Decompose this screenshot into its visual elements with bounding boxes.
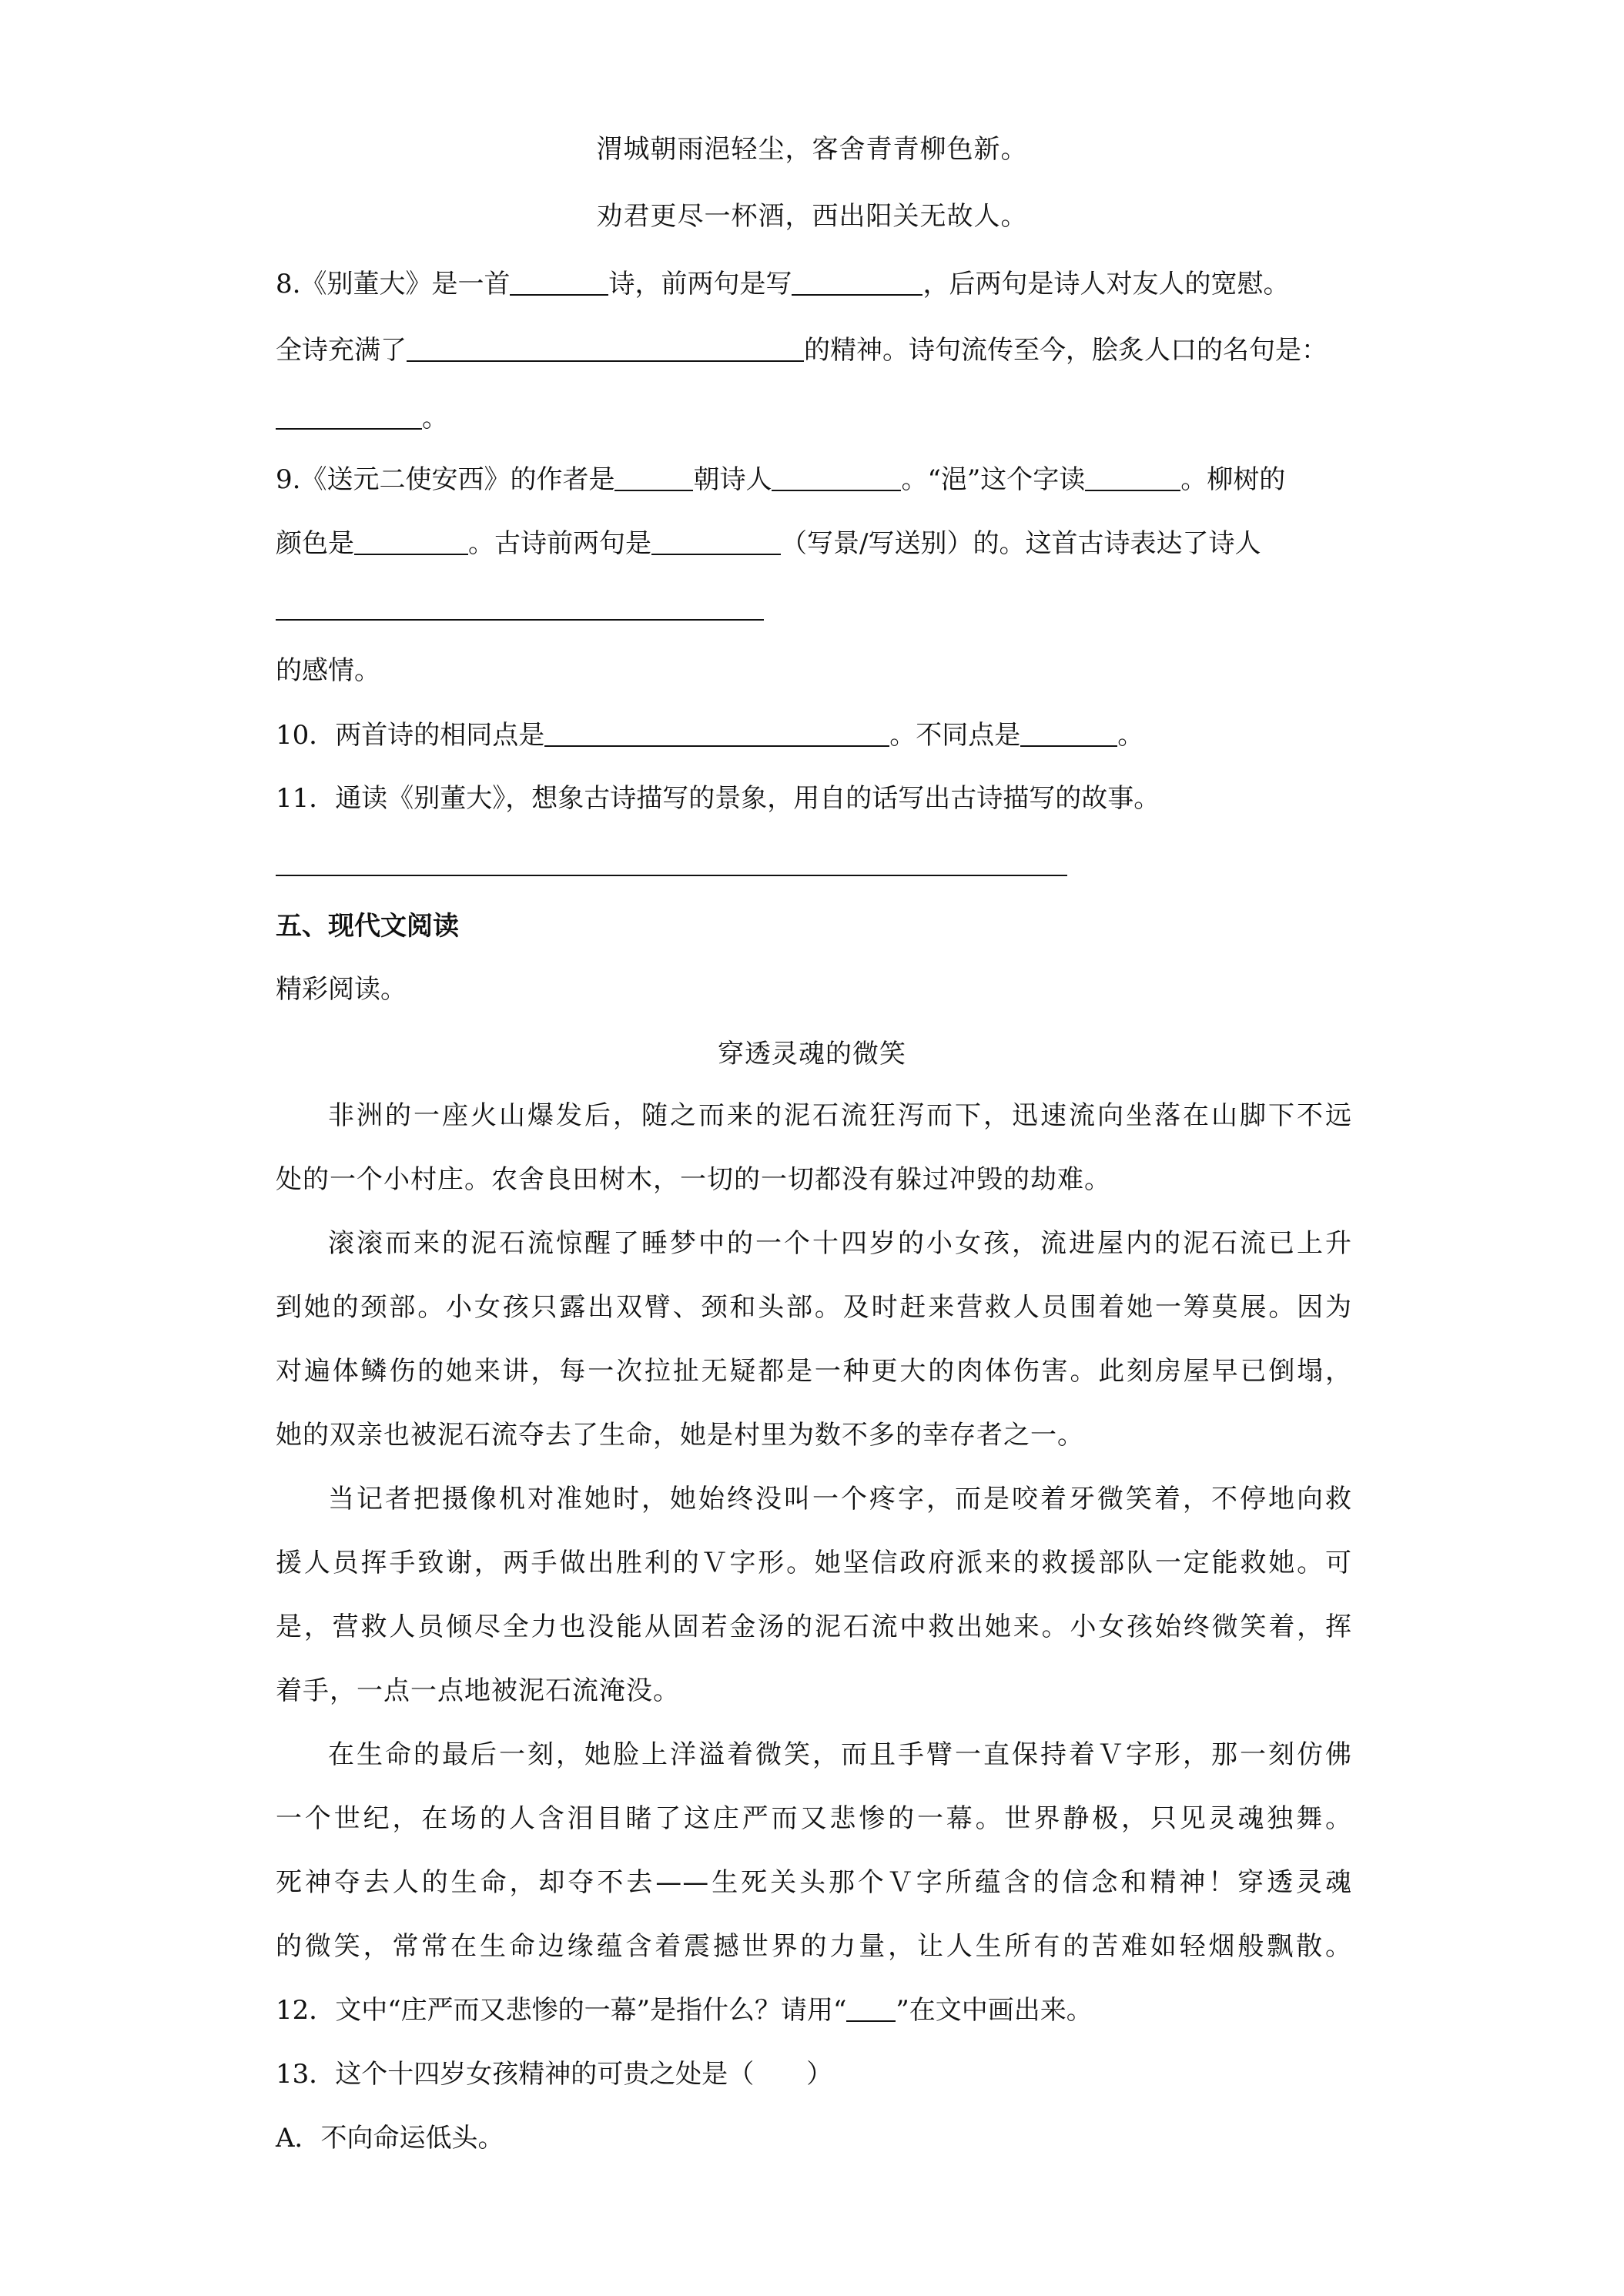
passage-p1-line-1: 非洲的一座火山爆发后，随之而来的泥石流狂泻而下，迅速流向坐落在山脚下不远	[328, 1100, 1352, 1131]
q8-text-f: 。	[422, 403, 448, 433]
passage-p2-line-3: 对遍体鳞伤的她来讲，每一次拉扯无疑都是一种更大的肉体伤害。此刻房屋早已倒塌，	[276, 1356, 1352, 1387]
passage-title: 穿透灵魂的微笑	[718, 1039, 906, 1069]
q12-underline-sample	[846, 1997, 896, 2022]
q8-text-d: 全诗充满了	[276, 335, 407, 366]
q9-answer-line[interactable]	[276, 619, 764, 621]
q9-text-e: 颜色是	[276, 528, 354, 559]
q11-answer-line[interactable]	[276, 875, 1067, 876]
question-12	[276, 1993, 1093, 2027]
q9-text-h: 的感情。	[276, 655, 380, 686]
passage-p3-line-2: 援人员挥手致谢，两手做出胜利的Ｖ字形。她坚信政府派来的救援部队一定能救她。可	[276, 1548, 1352, 1578]
q9-text-b: 朝诗人	[693, 464, 772, 495]
question-11: 11．通读《别董大》，想象古诗描写的景象，用自的话写出古诗描写的故事。	[276, 783, 1160, 814]
q9-text-c: 。“浥”这个字读	[901, 464, 1086, 495]
q9-blank-2[interactable]	[772, 467, 901, 491]
passage-p3-line-4: 着手，一点一点地被泥石流淹没。	[276, 1675, 680, 1706]
q10-text-b: 。不同点是	[889, 720, 1021, 751]
q10-blank-2[interactable]	[1020, 722, 1117, 747]
question-9-line-2	[276, 527, 1261, 561]
passage-p4-line-2: 一个世纪，在场的人含泪目睹了这庄严而又悲惨的一幕。世界静极，只见灵魂独舞。	[276, 1803, 1352, 1834]
passage-p2-line-1: 滚滚而来的泥石流惊醒了睡梦中的一个十四岁的小女孩，流进屋内的泥石流已上升	[328, 1228, 1352, 1259]
q10-blank-1[interactable]	[544, 722, 889, 747]
q8-text-b: 诗，前两句是写	[608, 269, 792, 300]
q12-text-b: ”在文中画出来。	[896, 1995, 1093, 2026]
q12-text-a: 12．文中“庄严而又悲惨的一幕”是指什么？请用“	[276, 1995, 847, 2026]
question-10	[276, 718, 1143, 752]
question-8-line-1	[276, 267, 1289, 301]
q9-blank-4[interactable]	[354, 530, 468, 555]
q8-blank-3[interactable]	[407, 337, 804, 362]
q8-text-a: 8.《别董大》是一首	[276, 269, 511, 300]
q8-blank-2[interactable]	[792, 271, 922, 296]
q9-blank-3[interactable]	[1085, 467, 1180, 491]
q8-text-c: ，后两句是诗人对友人的宽慰。	[922, 269, 1290, 300]
passage-p4-line-1: 在生命的最后一刻，她脸上洋溢着微笑，而且手臂一直保持着Ｖ字形，那一刻仿佛	[328, 1739, 1352, 1770]
question-8-line-2	[276, 333, 1328, 367]
q9-blank-1[interactable]	[614, 467, 693, 491]
passage-p1-line-2: 处的一个小村庄。农舍良田树木，一切的一切都没有躲过冲毁的劫难。	[276, 1164, 1111, 1195]
passage-p2-line-2: 到她的颈部。小女孩只露出双臂、颈和头部。及时赶来营救人员围着她一筹莫展。因为	[276, 1292, 1352, 1323]
q8-blank-4[interactable]	[276, 405, 422, 430]
question-9-line-1	[276, 463, 1285, 497]
q13-option-a[interactable]: A．不向命运低头。	[276, 2123, 504, 2154]
q10-text-a: 10．两首诗的相同点是	[276, 720, 545, 751]
question-13: 13．这个十四岁女孩精神的可贵之处是（ ）	[276, 2059, 833, 2090]
poem-line-2: 劝君更尽一杯酒，西出阳关无故人。	[596, 201, 1028, 232]
q9-blank-5[interactable]	[651, 530, 781, 555]
question-8-line-3	[276, 401, 448, 435]
section-5-intro: 精彩阅读。	[276, 974, 407, 1005]
passage-p2-line-4: 她的双亲也被泥石流夺去了生命，她是村里为数不多的幸存者之一。	[276, 1420, 1084, 1451]
passage-p4-line-4: 的微笑，常常在生命边缘蕴含着震撼世界的力量，让人生所有的苦难如轻烟般飘散。	[276, 1931, 1352, 1962]
q8-blank-1[interactable]	[510, 271, 608, 296]
q8-text-e: 的精神。诗句流传至今，脍炙人口的名句是：	[804, 335, 1328, 366]
passage-p4-line-3: 死神夺去人的生命，却夺不去——生死关头那个Ｖ字所蕴含的信念和精神！穿透灵魂	[276, 1867, 1352, 1898]
q9-text-f: 。古诗前两句是	[468, 528, 651, 559]
passage-p3-line-1: 当记者把摄像机对准她时，她始终没叫一个疼字，而是咬着牙微笑着，不停地向救	[328, 1484, 1352, 1514]
q9-text-g: （写景/写送别）的。这首古诗表达了诗人	[781, 528, 1261, 559]
passage-p3-line-3: 是，营救人员倾尽全力也没能从固若金汤的泥石流中救出她来。小女孩始终微笑着，挥	[276, 1612, 1352, 1642]
q10-text-c: 。	[1117, 720, 1144, 751]
section-5-heading: 五、现代文阅读	[276, 911, 459, 942]
q9-text-d: 。柳树的	[1180, 464, 1286, 495]
poem-line-1: 渭城朝雨浥轻尘，客舍青青柳色新。	[596, 134, 1028, 165]
q9-text-a: 9.《送元二使安西》的作者是	[276, 464, 615, 495]
